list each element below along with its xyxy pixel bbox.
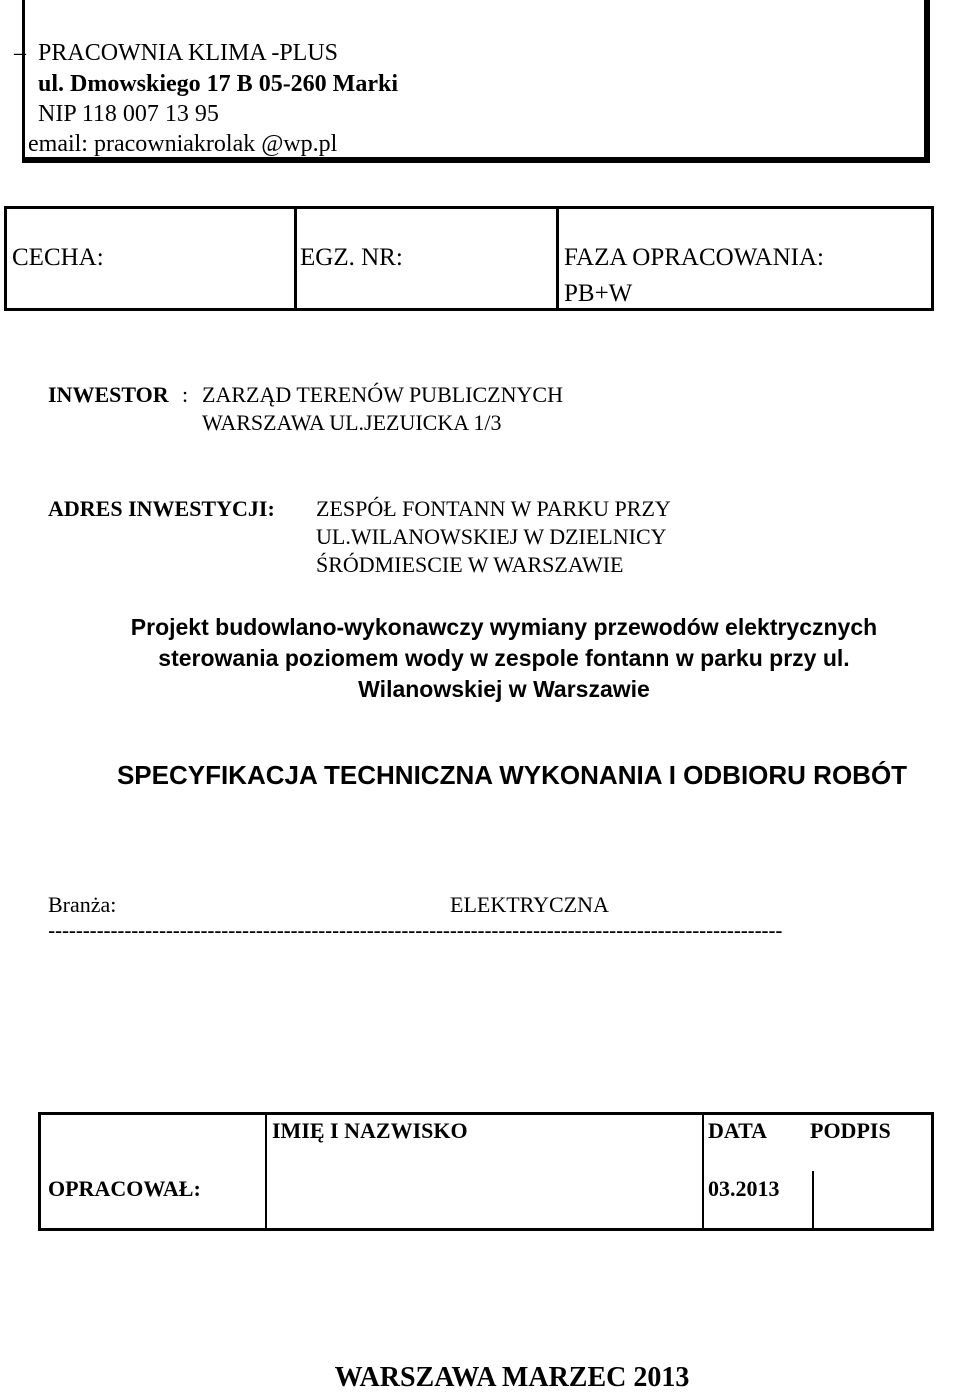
spec-title: SPECYFIKACJA TECHNICZNA WYKONANIA I ODBIORU ROBÓT [116, 760, 908, 790]
company-name: PRACOWNIA KLIMA -PLUS [38, 40, 339, 66]
investor-name: ZARZĄD TERENÓW PUBLICZNYCH [202, 382, 563, 407]
project-description [0, 612, 960, 705]
investment-address-label: ADRES INWESTYCJI: [48, 496, 275, 521]
branch-value: ELEKTRYCZNA [450, 892, 609, 917]
investment-address-line-2: UL.WILANOWSKIEJ W DZIELNICY [316, 524, 667, 549]
project-line-1: Projekt budowlano-wykonawczy wymiany przewodów elektrycznych [130, 614, 878, 640]
investment-address-line-3: ŚRÓDMIESCIE W WARSZAWIE [316, 552, 624, 577]
table-divider [702, 1115, 704, 1228]
company-email: email: pracowniakrolak @wp.pl [28, 131, 338, 157]
column-signature-header: PODPIS [810, 1118, 891, 1143]
footer-place-date: WARSZAWA MARZEC 2013 [334, 1362, 690, 1393]
table-divider [265, 1115, 267, 1228]
investor-separator: : [182, 382, 189, 407]
table-divider [812, 1171, 814, 1228]
egz-nr-label: EGZ. NR: [300, 244, 403, 271]
table-divider [556, 209, 559, 308]
table-divider [294, 209, 297, 308]
column-name-header: IMIĘ I NAZWISKO [272, 1118, 468, 1143]
faza-value: PB+W [564, 280, 633, 307]
signature-table [38, 1112, 934, 1231]
project-line-3: Wilanowskiej w Warszawie [358, 676, 650, 702]
prepared-date: 03.2013 [708, 1176, 780, 1201]
company-nip: NIP 118 007 13 95 [38, 101, 219, 127]
branch-label: Branża: [48, 892, 117, 917]
company-address: ul. Dmowskiego 17 B 05-260 Marki [38, 71, 398, 97]
dashed-separator: ---------------------------------------------------------------------------------------------------------- [48, 918, 783, 943]
project-line-2: sterowania poziomem wody w zespole fontann w parku przy ul. [158, 645, 850, 671]
investor-label: INWESTOR [48, 382, 169, 407]
investment-address-line-1: ZESPÓŁ FONTANN W PARKU PRZY [316, 496, 671, 521]
investor-address: WARSZAWA UL.JEZUICKA 1/3 [202, 410, 502, 435]
cecha-label: CECHA: [12, 244, 104, 271]
faza-label: FAZA OPRACOWANIA: [564, 244, 824, 271]
column-date-header: DATA [708, 1118, 768, 1143]
prepared-by-label: OPRACOWAŁ: [48, 1176, 201, 1201]
company-dash: – [14, 40, 26, 66]
